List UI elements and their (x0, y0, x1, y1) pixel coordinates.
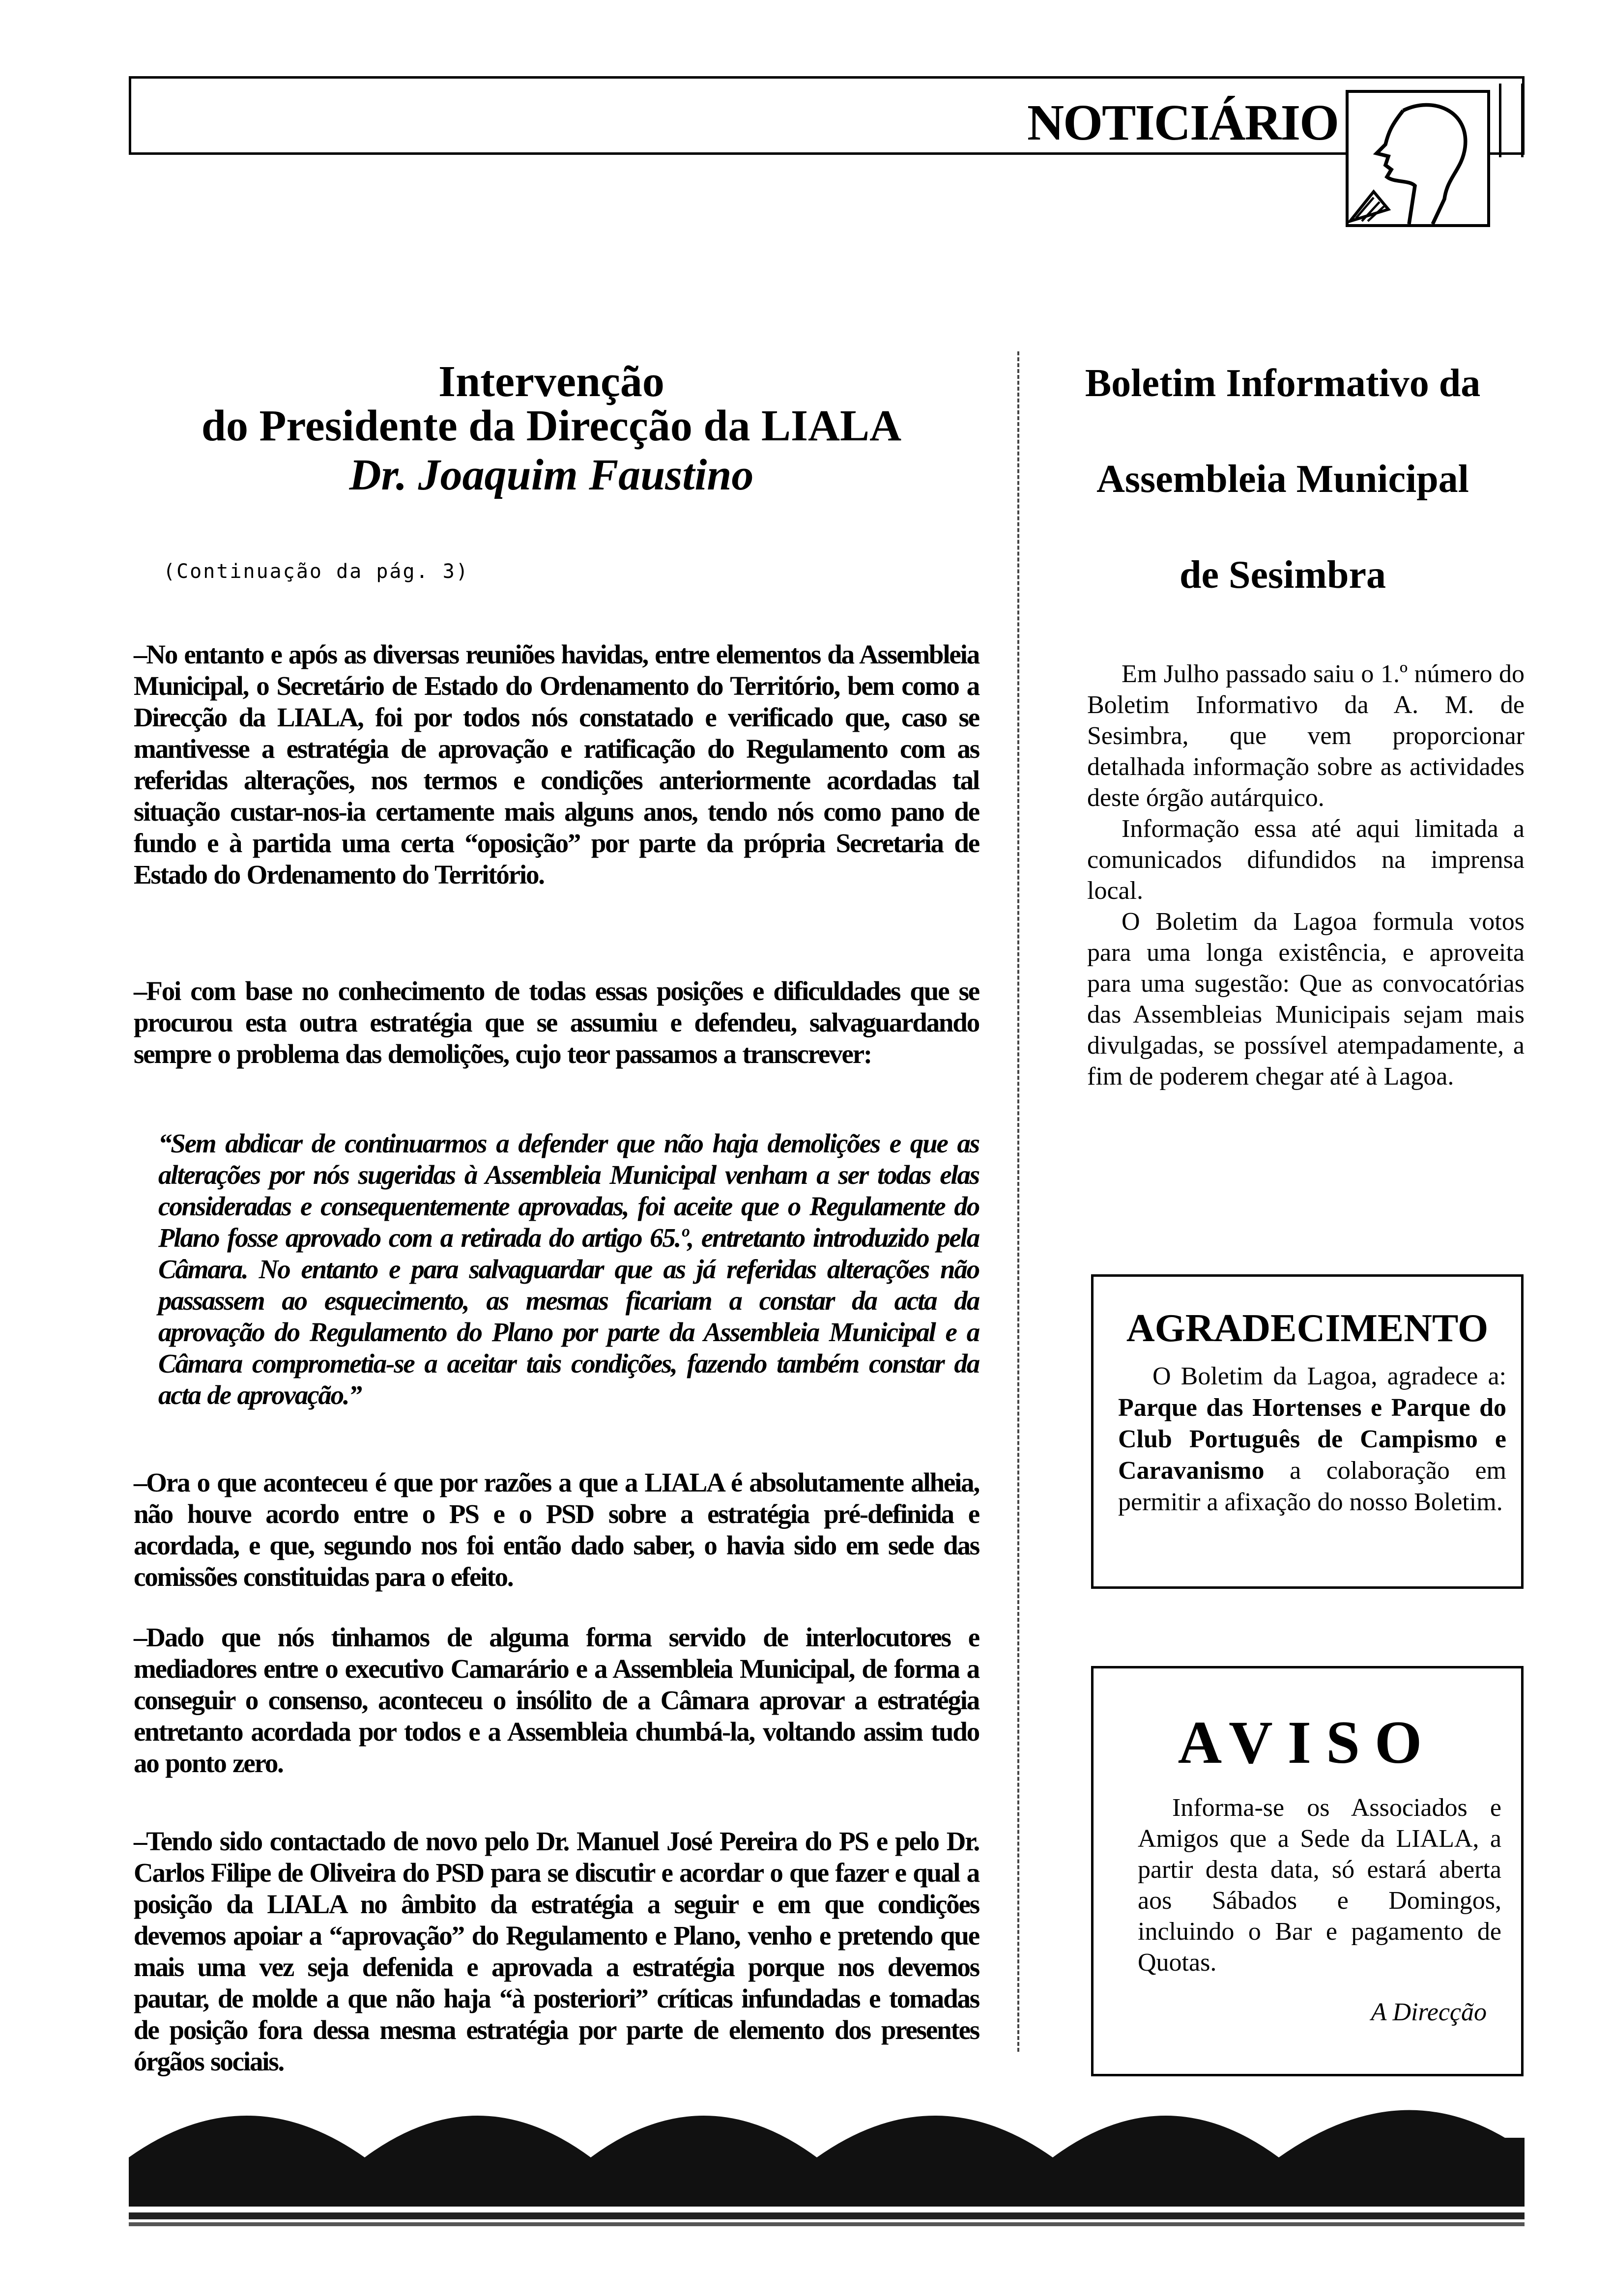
speaking-head-logo-icon (1344, 88, 1492, 229)
wave-decoration (129, 2084, 1525, 2231)
aviso-signature: A Direcção (1371, 1998, 1487, 2026)
agradecimento-box (1091, 1274, 1524, 1589)
boletim-title-line-2: Assembleia Municipal (1096, 458, 1469, 501)
boletim-title-line-3: de Sesimbra (1180, 553, 1386, 597)
article-author: Dr. Joaquim Faustino (349, 451, 754, 499)
boletim-body (1087, 659, 1525, 1092)
boletim-paragraph: O Boletim da Lagoa formula votos para uma longa existência, e aproveita para uma sugestão: Que as convocatórias das Assembleias Municipais sejam mais divulgadas, se possível atempadamente, a fim de poderem chegar até à Lagoa. (1087, 908, 1525, 1091)
agradecimento-text-end: a colaboração em permitir a afixação do nosso Boletim. (1118, 1457, 1506, 1516)
aviso-body: Informa-se os Associados e Amigos que a Sede da LIALA, a partir desta data, só estará aberta aos Sábados e Domingos, incluindo o Bar e pagamento de Quotas. (1138, 1794, 1501, 1977)
article-paragraph: –Ora o que aconteceu é que por razões a que a LIALA é absolutamente alheia, não houve acordo entre o PS e o PSD sobre a estratégia pré-definida e acordada, e que, segundo nos foi então dado saber, o havia sido em sede das comissões constituidas para o efeito. (134, 1467, 979, 1592)
article-quote: “Sem abdicar de continuarmos a defender que não haja demolições e que as alterações por nós sugeridas à Assembleia Municipal venham a ser todas elas consideradas e consequentemente aprovadas, foi aceite que o Regulamente do Plano fosse aprovado com a retirada do artigo 65.º, entretanto introduzido pela Câmara. No entanto e para salvaguardar que as já referidas alterações não passassem ao esquecimento, as mesmas ficariam a constar da acta da aprovação do Regulamento do Plano por parte da Assembleia Municipal e a Câmara comprometia-se a aceitar tais condições, fazendo também constar da acta de aprovação.” (158, 1128, 979, 1410)
agradecimento-title: AGRADECIMENTO (1126, 1307, 1489, 1350)
agradecimento-text: O Boletim da Lagoa, agradece a: (1152, 1362, 1506, 1390)
aviso-title: AVISO (1178, 1709, 1437, 1776)
agradecimento-body (1118, 1361, 1506, 1518)
article-paragraph: –Foi com base no conhecimento de todas essas posições e dificuldades que se procurou esta outra estratégia que se assumiu e defendeu, salvaguardando sempre o problema das demolições, cujo teor passamos a transcrever: (134, 976, 979, 1069)
article-paragraph: –Tendo sido contactado de novo pelo Dr. Manuel José Pereira do PS e pelo Dr. Carlos Filipe de Oliveira do PSD para se discutir e acordar o que fazer e qual a posição da LIALA no âmbito da estratégia a seguir e em que condições devemos apoiar a “aprovação” do Regulamento e Plano, venho e pretendo que mais uma vez seja defenida e aprovada a estratégia porque nos devemos pautar, de molde a que não haja “à posteriori” críticas infundadas e tomadas de posição fora dessa mesma estratégia por parte de elemento dos presentes órgãos sociais. (134, 1826, 979, 2076)
agradecimento-names: Parque das Hortenses e Parque do Club Português de Campismo e Caravanismo (1118, 1394, 1506, 1485)
article-title-line-1: Intervenção (438, 357, 664, 406)
boletim-paragraph: Em Julho passado saiu o 1.º número do Boletim Informativo da A. M. de Sesimbra, que vem proporcionar detalhada informação sobre as actividades deste órgão autárquico. (1087, 660, 1525, 812)
column-divider (1017, 351, 1019, 2052)
article-paragraph: –Dado que nós tinhamos de alguma forma servido de interlocutores e mediadores entre o executivo Camarário e a Assembleia Municipal, de forma a conseguir o consenso, aconteceu o insólito de a Câmara aprovar a estratégia entretanto acordada por todos e a Assembleia chumbá-la, voltando assim tudo ao ponto zero. (134, 1622, 979, 1778)
continuation-note: (Continuação da pág. 3) (163, 560, 469, 583)
section-title: NOTICIÁRIO (1027, 94, 1338, 151)
aviso-box (1091, 1666, 1524, 2076)
boletim-paragraph: Informação essa até aqui limitada a comunicados difundidos na imprensa local. (1087, 815, 1525, 905)
article-paragraph: –No entanto e após as diversas reuniões havidas, entre elementos da Assembleia Municipal, o Secretário de Estado do Ordenamento do Território, bem como a Direcção da LIALA, foi por todos nós constatado e verificado que, caso se mantivesse a estratégia de aprovação e ratificação do Regulamento com as referidas alterações, nos termos e condições anteriormente acordadas tal situação custar-nos-ia certamente mais alguns anos, tendo nós como pano de fundo e à partida uma certa “oposição” por parte da própria Secretaria de Estado do Ordenamento do Território. (134, 639, 979, 890)
article-title-line-2: do Presidente da Direcção da LIALA (201, 402, 902, 450)
header-bars-decoration (1499, 84, 1526, 157)
boletim-title-line-1: Boletim Informativo da (1085, 362, 1481, 405)
